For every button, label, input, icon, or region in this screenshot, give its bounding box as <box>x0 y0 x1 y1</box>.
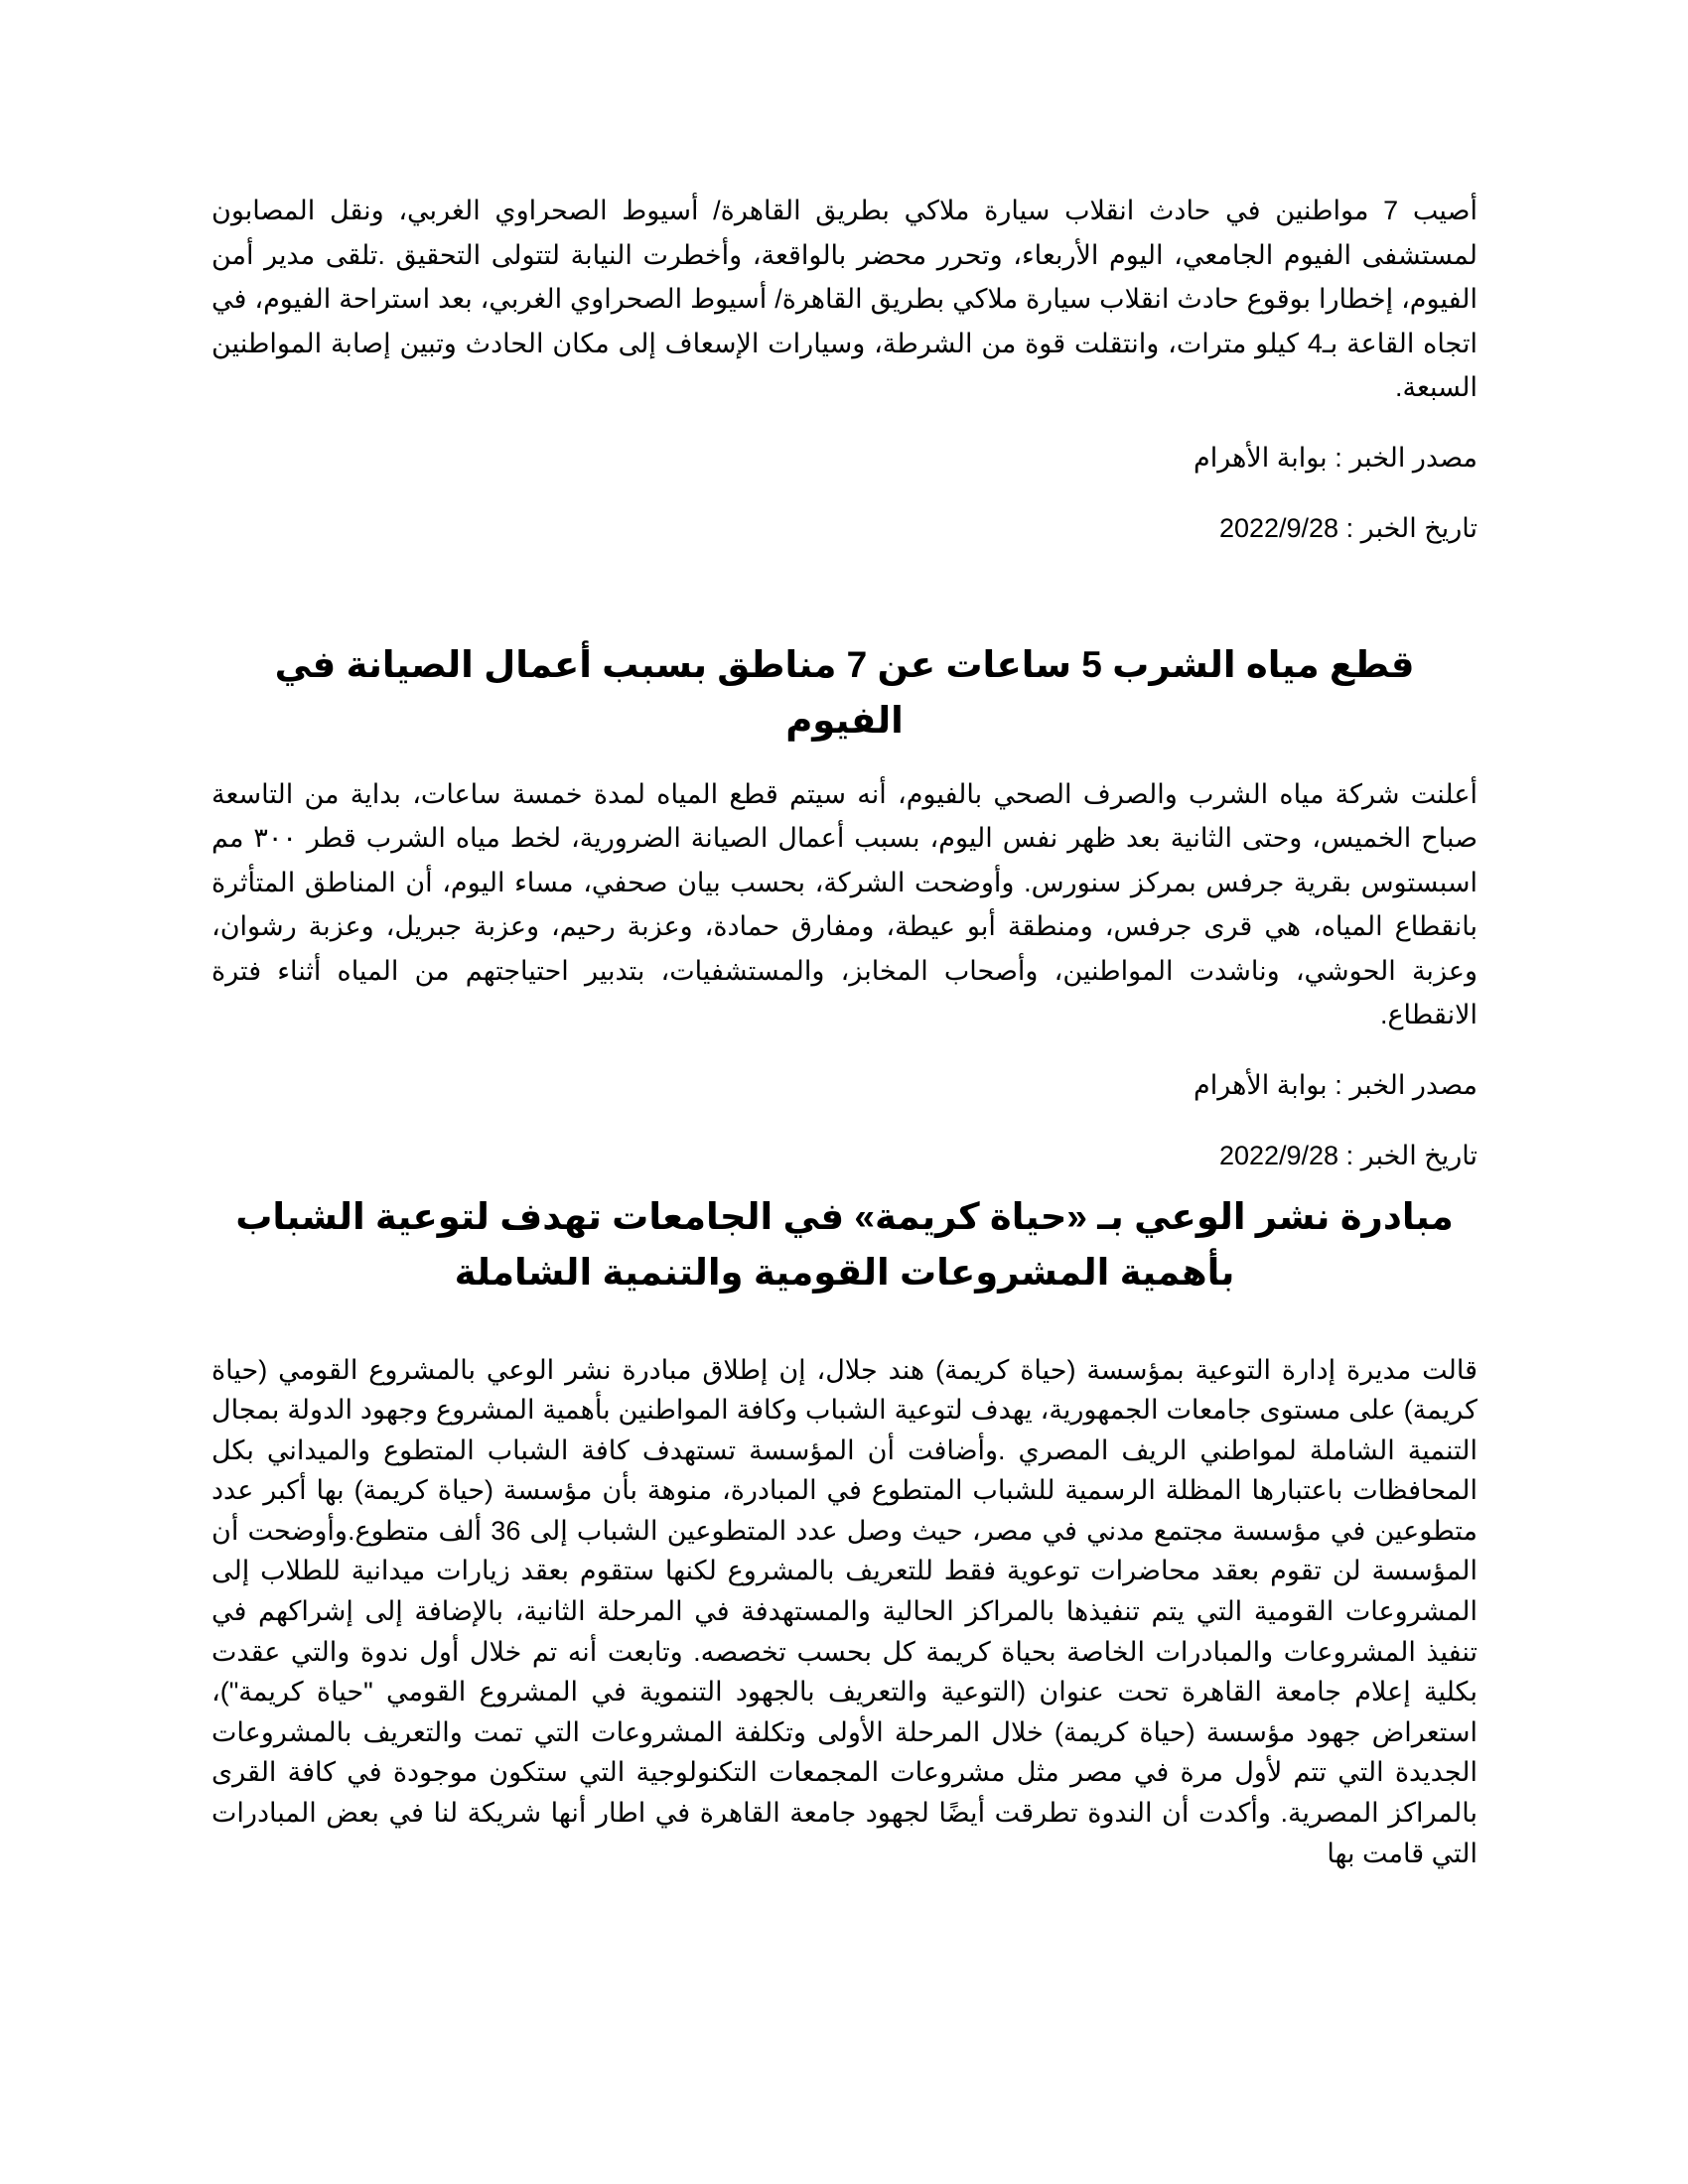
article-1-date-line <box>211 506 1477 550</box>
article-2-date-label: تاريخ الخبر : <box>1338 1140 1477 1170</box>
article-2-source-label: مصدر الخبر : <box>1327 1069 1477 1100</box>
article-2-headline: قطع مياه الشرب 5 ساعات عن 7 مناطق بسبب أعمال الصيانة في الفيوم <box>274 643 1415 741</box>
article-1-date-label: تاريخ الخبر : <box>1338 512 1477 543</box>
article-1-date-value: 2022/9/28 <box>1218 512 1339 543</box>
article-2-source-line <box>211 1063 1477 1107</box>
article-3-body: قالت مديرة إدارة التوعية بمؤسسة (حياة كريمة) هند جلال، إن إطلاق مبادرة نشر الوعي بالمشروع القومي (حياة كريمة) على مستوى جامعات الجمهورية، يهدف لتوعية الشباب وكافة المواطنين بأهمية المشروع وجهود الدولة بمجال التنمية الشاملة لمواطني الريف المصري .وأضافت أن المؤسسة تستهدف كافة الشباب المتطوع والميداني بكل المحافظات باعتبارها المظلة الرسمية للشباب المتطوع في المبادرة، منوهة بأن مؤسسة (حياة كريمة) بها أكبر عدد متطوعين في مؤسسة مجتمع مدني في مصر، حيث وصل عدد المتطوعين الشباب إلى 36 ألف متطوع.وأوضحت أن المؤسسة لن تقوم بعقد محاضرات توعوية فقط للتعريف بالمشروع لكنها ستقوم بعقد زيارات ميدانية للطلاب إلى المشروعات القومية التي يتم تنفيذها بالمراكز الحالية والمستهدفة في المرحلة الثانية، بالإضافة إلى إشراكهم في تنفيذ المشروعات والمبادرات الخاصة بحياة كريمة كل بحسب تخصصه. وتابعت أنه تم خلال أول ندوة والتي عقدت بكلية إعلام جامعة القاهرة تحت عنوان (التوعية والتعريف بالجهود التنموية في المشروع القومي "حياة كريمة")، استعراض جهود مؤسسة (حياة كريمة) خلال المرحلة الأولى وتكلفة المشروعات التي تمت والتعريف بالمشروعات الجديدة التي تتم لأول مرة في مصر مثل مشروعات المجمعات التكنولوجية التي ستكون موجودة في كافة القرى بالمراكز المصرية. وأكدت أن الندوة تطرقت أيضًا لجهود جامعة القاهرة في اطار أنها شريكة لنا في بعض المبادرات التي قامت بها <box>211 1354 1477 1868</box>
article-1-source-line <box>211 436 1477 479</box>
article-1-source-label: مصدر الخبر : <box>1327 442 1477 473</box>
document-page <box>211 189 1477 1873</box>
article-2-body: أعلنت شركة مياه الشرب والصرف الصحي بالفيوم، أنه سيتم قطع المياه لمدة خمسة ساعات، بداية من التاسعة صباح الخميس، وحتى الثانية بعد ظهر نفس اليوم، بسبب أعمال الصيانة الضرورية، لخط مياه الشرب قطر ٣٠٠ مم اسبستوس بقرية جرفس بمركز سنورس. وأوضحت الشركة، بحسب بيان صحفي، مساء اليوم، أن المناطق المتأثرة بانقطاع المياه، هي قرى جرفس، ومنطقة أبو عيطة، ومفارق حمادة، وعزبة رحيم، وعزبة جبريل، وعزبة رشوان، وعزبة الحوشي، وناشدت المواطنين، وأصحاب المخابز، والمستشفيات، بتدبير احتياجتهم من المياه أثناء فترة الانقطاع. <box>211 778 1477 1029</box>
article-2-date-value: 2022/9/28 <box>1218 1140 1339 1170</box>
article-2-date-line <box>211 1134 1477 1177</box>
article-1-body: أصيب 7 مواطنين في حادث انقلاب سيارة ملاكي بطريق القاهرة/ أسيوط الصحراوي الغربي، ونقل المصابون لمستشفى الفيوم الجامعي، اليوم الأربعاء، وتحرر محضر بالواقعة، وأخطرت النيابة لتتولى التحقيق .تلقى مدير أمن الفيوم، إخطارا بوقوع حادث انقلاب سيارة ملاكي بطريق القاهرة/ أسيوط الصحراوي الغربي، بعد استراحة الفيوم، في اتجاه القاعة بـ4 كيلو مترات، وانتقلت قوة من الشرطة، وسيارات الإسعاف إلى مكان الحادث وتبين إصابة المواطنين السبعة. <box>211 196 1477 402</box>
article-2-source-value: بوابة الأهرام <box>1193 1069 1328 1100</box>
article-3-headline: مبادرة نشر الوعي بـ «حياة كريمة» في الجامعات تهدف لتوعية الشباب بأهمية المشروعات القومية والتنمية الشاملة <box>235 1195 1454 1293</box>
article-1-source-value: بوابة الأهرام <box>1193 442 1328 473</box>
